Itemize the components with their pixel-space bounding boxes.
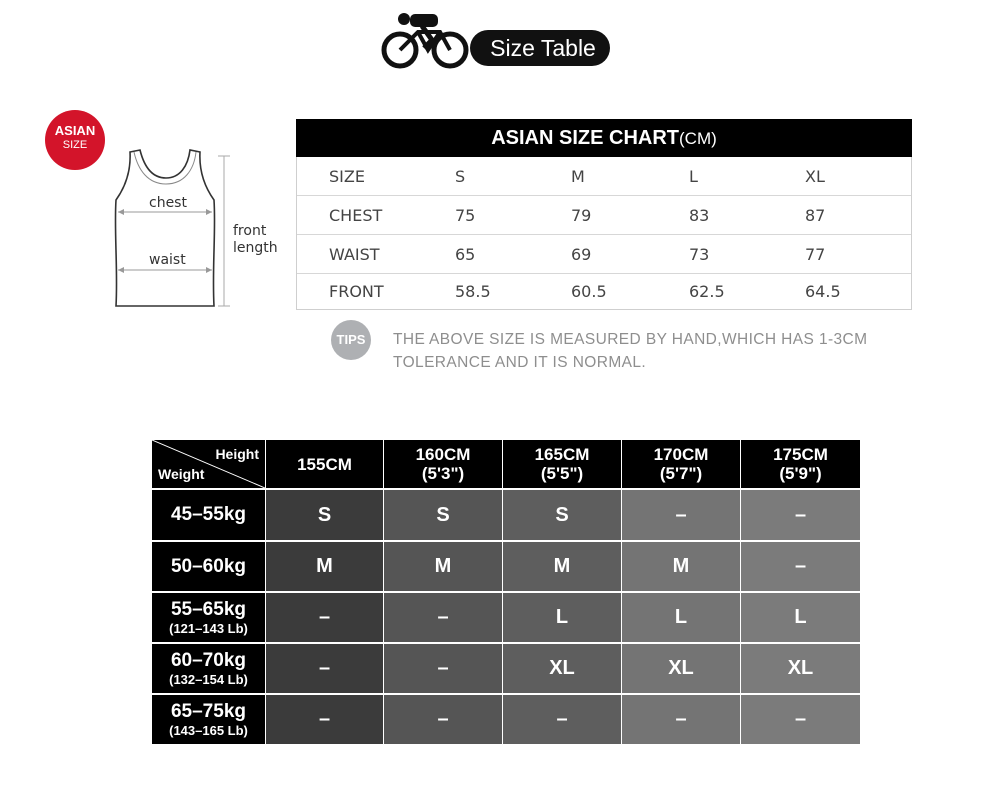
height-label: Height	[215, 446, 259, 462]
vest-diagram	[100, 140, 290, 320]
header	[380, 10, 625, 72]
size-cell: –	[622, 695, 740, 744]
size-cell: –	[622, 490, 740, 540]
size-cell: –	[741, 695, 860, 744]
height-header	[622, 440, 740, 488]
size-cell: –	[266, 644, 383, 693]
tips-text	[393, 328, 913, 374]
weight-cell	[152, 644, 265, 693]
waist-label: waist	[149, 252, 186, 268]
height-header	[384, 440, 502, 488]
fit-table	[152, 440, 858, 737]
height-header-line2: (5'7")	[659, 464, 703, 483]
table-cell: 69	[571, 244, 592, 264]
height-header-line1: 160CM	[415, 445, 471, 464]
size-cell: –	[384, 593, 502, 642]
height-header	[266, 440, 383, 488]
front-label-line2: length	[233, 240, 278, 256]
table-cell: 73	[689, 244, 710, 264]
height-header	[741, 440, 860, 488]
height-header-line1: 155CM	[297, 454, 352, 474]
table-cell: WAIST	[329, 244, 380, 264]
front-label-line1: front	[233, 223, 267, 239]
height-header-line2: (5'9")	[779, 464, 822, 483]
asian-size-badge	[45, 110, 105, 170]
size-cell: –	[266, 593, 383, 642]
weight-range: 55–65kg	[170, 598, 246, 620]
table-cell: SIZE	[329, 166, 365, 186]
chest-label: chest	[149, 195, 187, 211]
size-cell: L	[503, 593, 621, 642]
table-cell: 75	[455, 205, 476, 225]
chart-table	[296, 157, 912, 310]
table-cell: 62.5	[689, 282, 725, 301]
size-cell: –	[266, 695, 383, 744]
size-cell: L	[741, 593, 860, 642]
height-header-line2: (5'3")	[421, 464, 465, 483]
size-cell: –	[741, 490, 860, 540]
chart-title-text: ASIAN SIZE CHART	[491, 127, 680, 149]
badge-line2: SIZE	[62, 139, 88, 151]
size-cell: XL	[503, 644, 621, 693]
size-cell: –	[384, 644, 502, 693]
table-cell: 77	[805, 244, 826, 264]
table-cell: 64.5	[805, 282, 841, 301]
weight-range: 45–55kg	[170, 504, 246, 525]
height-header-line1: 165CM	[534, 445, 590, 464]
size-cell: M	[266, 542, 383, 591]
table-cell: 83	[689, 205, 710, 225]
table-cell: 79	[571, 205, 592, 225]
table-cell: FRONT	[329, 282, 384, 301]
size-cell: M	[503, 542, 621, 591]
weight-lb: (121–143 Lb)	[169, 620, 248, 636]
chart-title-unit: (CM)	[679, 129, 717, 148]
size-cell: M	[622, 542, 740, 591]
size-cell: S	[266, 490, 383, 540]
weight-label: Weight	[158, 466, 205, 482]
table-cell: XL	[805, 166, 825, 186]
size-cell: M	[384, 542, 502, 591]
table-cell: 60.5	[571, 282, 607, 301]
height-header-line1: 175CM	[773, 445, 828, 464]
size-cell: XL	[622, 644, 740, 693]
size-cell: S	[384, 490, 502, 540]
size-cell: –	[384, 695, 502, 744]
weight-cell	[152, 593, 265, 642]
page-title: Size Table	[470, 30, 610, 66]
asian-size-chart	[296, 119, 912, 310]
chart-title	[296, 119, 912, 157]
badge-line1: ASIAN	[54, 123, 96, 138]
weight-range: 50–60kg	[170, 555, 246, 577]
weight-lb: (132–154 Lb)	[169, 671, 248, 687]
weight-range: 60–70kg	[170, 649, 246, 671]
weight-cell	[152, 490, 265, 540]
tips-icon: TIPS	[331, 320, 371, 360]
table-cell: L	[689, 166, 698, 186]
size-cell: L	[622, 593, 740, 642]
size-cell: –	[503, 695, 621, 744]
table-cell: M	[571, 166, 585, 186]
height-header-line2: (5'5")	[540, 464, 584, 483]
height-header-line1: 170CM	[653, 445, 709, 464]
table-cell: 87	[805, 205, 826, 225]
table-cell: CHEST	[329, 205, 383, 225]
table-row	[297, 195, 911, 234]
table-row	[297, 273, 911, 309]
weight-lb: (143–165 Lb)	[169, 722, 248, 738]
height-header	[503, 440, 621, 488]
weight-cell	[152, 542, 265, 591]
table-cell: S	[455, 166, 466, 186]
table-row	[297, 157, 911, 195]
tips-line1: THE ABOVE SIZE IS MEASURED BY HAND,WHICH HAS 1-3CM	[393, 331, 868, 348]
table-cell: 65	[455, 244, 476, 264]
tips-line2: TOLERANCE AND IT IS NORMAL.	[393, 354, 647, 371]
table-row	[297, 234, 911, 273]
size-cell: S	[503, 490, 621, 540]
weight-range: 65–75kg	[170, 700, 246, 722]
front-length-label	[233, 223, 278, 257]
size-cell: XL	[741, 644, 860, 693]
weight-cell	[152, 695, 265, 744]
table-cell: 58.5	[455, 282, 491, 301]
corner-header	[152, 440, 265, 488]
cyclist-icon	[380, 10, 480, 72]
size-cell: –	[741, 542, 860, 591]
